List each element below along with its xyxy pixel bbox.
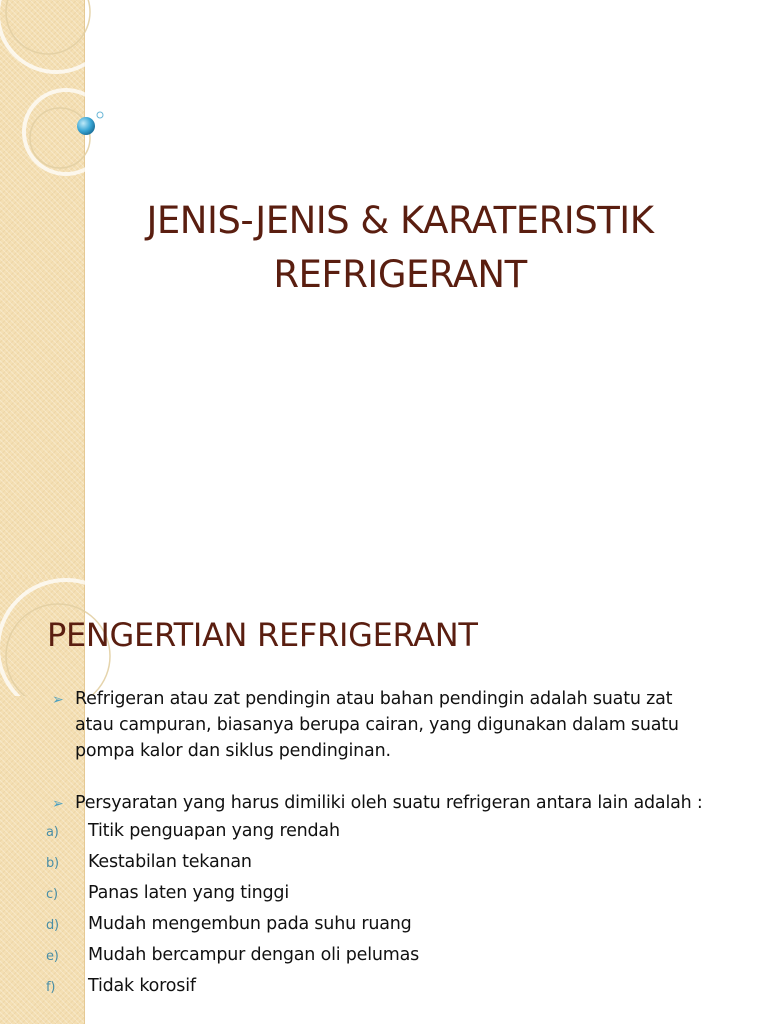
list-marker: e) (46, 949, 59, 964)
arrow-bullet-icon: ➢ (52, 796, 64, 812)
slide-2-body (40, 686, 752, 1002)
list-text: Mudah bercampur dengan oli pelumas (88, 945, 420, 965)
list-item (40, 878, 752, 909)
slide-2-title: PENGERTIAN REFRIGERANT (47, 616, 478, 654)
list-item (40, 847, 752, 878)
list-text: Kestabilan tekanan (88, 852, 252, 872)
bullet-line: Persyaratan yang harus dimiliki oleh suatu refrigeran antara lain adalah : (75, 793, 703, 813)
list-item (40, 909, 752, 940)
list-text: Titik penguapan yang rendah (88, 821, 340, 841)
title-line-2: REFRIGERANT (273, 253, 527, 296)
list-text: Tidak korosif (88, 976, 196, 996)
bullet-line: Refrigeran atau zat pendingin atau bahan pendingin adalah suatu zat (75, 689, 673, 709)
list-marker: f) (46, 980, 56, 995)
bullet-item (40, 790, 752, 816)
list-item (40, 940, 752, 971)
slide-1-title (100, 194, 700, 302)
title-line-1: JENIS-JENIS & KARATERISTIK (146, 199, 654, 242)
bullet-item (40, 686, 752, 764)
blue-dot-icon (77, 117, 95, 135)
list-text: Panas laten yang tinggi (88, 883, 289, 903)
list-marker: c) (46, 887, 58, 902)
list-marker: d) (46, 918, 59, 933)
list-text: Mudah mengembun pada suhu ruang (88, 914, 412, 934)
small-dot-icon (97, 112, 103, 118)
list-marker: a) (46, 825, 59, 840)
arrow-bullet-icon: ➢ (52, 692, 64, 708)
bullet-line: pompa kalor dan siklus pendinginan. (75, 741, 391, 761)
list-item (40, 971, 752, 1002)
bullet-line: atau campuran, biasanya berupa cairan, yang digunakan dalam suatu (75, 715, 679, 735)
list-item (40, 816, 752, 847)
list-marker: b) (46, 856, 59, 871)
